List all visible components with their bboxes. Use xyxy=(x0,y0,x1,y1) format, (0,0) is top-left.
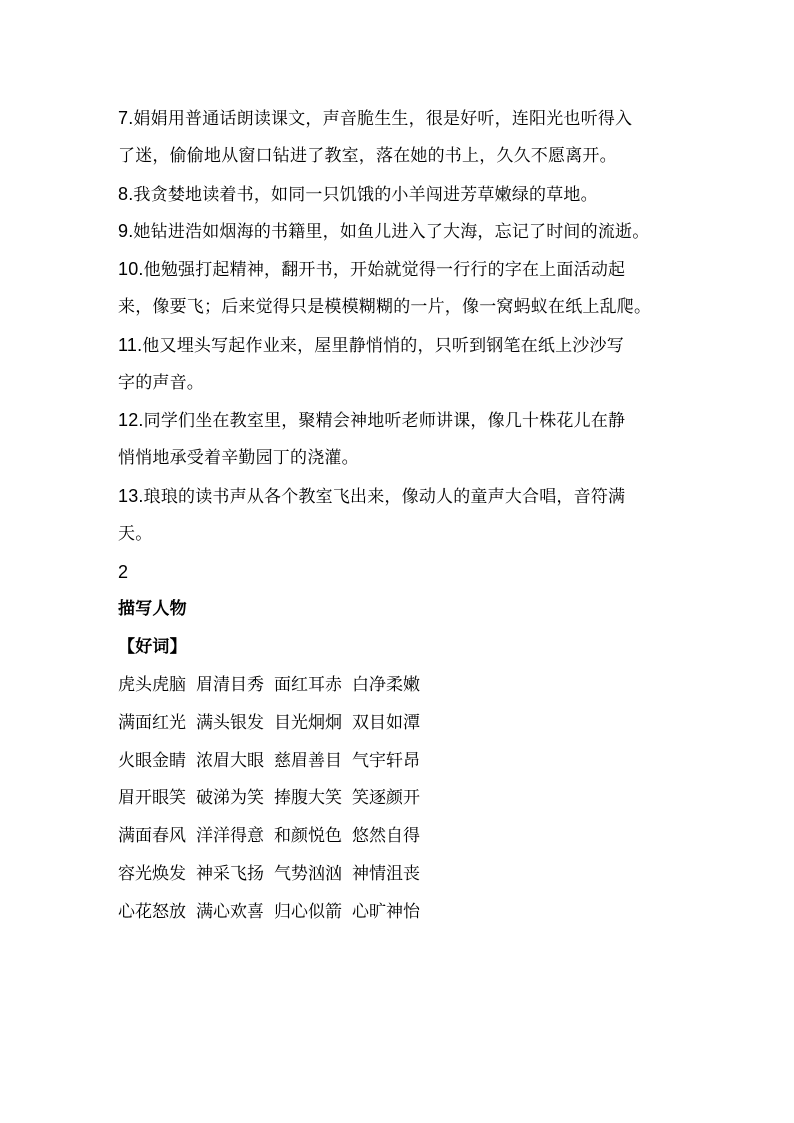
sentence-text: 了迷，偷偷地从窗口钻进了教室，落在她的书上，久久不愿离开。 xyxy=(118,145,617,166)
sentence-text: 天。 xyxy=(118,523,153,544)
sentence-text: 字的声音。 xyxy=(118,372,204,393)
good-words-list xyxy=(118,667,678,932)
sentence-number: 13. xyxy=(118,485,144,506)
sentence-number: 12. xyxy=(118,410,144,431)
good-word: 满心欢喜 xyxy=(196,901,264,922)
sentence-line xyxy=(118,327,678,365)
document-content xyxy=(118,100,678,932)
sentence-text: 琅琅的读书声从各个教室飞出来，像动人的童声大合唱，音符满 xyxy=(143,486,626,507)
subsection-title: 【好词】 xyxy=(118,637,187,658)
good-word: 归心似箭 xyxy=(274,901,342,922)
sentence-text: 同学们坐在教室里，聚精会神地听老师讲课，像几十株花儿在静 xyxy=(143,411,626,432)
good-word: 容光焕发 xyxy=(118,863,186,884)
good-word: 满面红光 xyxy=(118,712,186,733)
good-word: 浓眉大眼 xyxy=(196,750,264,771)
sentence-text: 悄悄地承受着辛勤园丁的浇灌。 xyxy=(118,448,359,469)
good-word: 气宇轩昂 xyxy=(352,750,420,771)
sentence-line xyxy=(118,251,678,289)
good-word: 神情沮丧 xyxy=(352,863,420,884)
good-word: 面红耳赤 xyxy=(274,674,342,695)
good-word: 眉开眼笑 xyxy=(118,788,186,809)
good-words-row xyxy=(118,705,678,743)
good-word: 目光炯炯 xyxy=(274,712,342,733)
sentence-text: 他又埋头写起作业来，屋里静悄悄的，只听到钢笔在纸上沙沙写 xyxy=(142,335,624,356)
section-number: 2 xyxy=(118,561,129,582)
good-word: 悠然自得 xyxy=(352,826,420,847)
good-word: 慈眉善目 xyxy=(274,750,342,771)
good-word: 笑逐颜开 xyxy=(352,788,420,809)
sentence-text: 娟娟用普通话朗读课文，声音脆生生，很是好听，连阳光也听得入 xyxy=(133,109,633,129)
good-word: 破涕为笑 xyxy=(196,788,264,809)
sentence-line xyxy=(118,516,678,554)
good-words-row xyxy=(118,856,678,894)
good-words-row xyxy=(118,894,678,932)
good-word: 和颜悦色 xyxy=(274,826,342,847)
sentence-text: 他勉强打起精神，翻开书，开始就觉得一行行的字在上面活动起 xyxy=(143,260,626,281)
sentence-line xyxy=(118,289,678,327)
good-words-row xyxy=(118,743,678,781)
good-word: 神采飞扬 xyxy=(196,863,264,884)
good-words-row xyxy=(118,667,678,705)
sentence-number: 9. xyxy=(118,221,134,242)
sentence-line xyxy=(118,402,678,440)
good-word: 虎头虎脑 xyxy=(118,674,186,695)
sentence-text: 她钻进浩如烟海的书籍里，如鱼儿进入了大海，忘记了时间的流逝。 xyxy=(133,222,650,243)
good-word: 火眼金睛 xyxy=(118,750,186,771)
good-word: 捧腹大笑 xyxy=(274,788,342,809)
good-word: 眉清目秀 xyxy=(196,674,264,695)
good-word: 满面春风 xyxy=(118,826,186,847)
good-word: 气势汹汹 xyxy=(274,863,342,884)
good-word: 心旷神怡 xyxy=(352,901,420,922)
good-word: 白净柔嫩 xyxy=(352,674,420,695)
sentence-text: 我贪婪地读着书，如同一只饥饿的小羊闯进芳草嫩绿的草地。 xyxy=(133,184,598,205)
good-word: 双目如潭 xyxy=(352,712,420,733)
sentence-line xyxy=(118,365,678,403)
good-word: 心花怒放 xyxy=(118,901,186,922)
sentence-text: 来，像要飞；后来觉得只是模模糊糊的一片，像一窝蚂蚁在纸上乱爬。 xyxy=(118,296,652,317)
good-words-row xyxy=(118,780,678,818)
good-word: 满头银发 xyxy=(196,712,264,733)
sentence-line xyxy=(118,440,678,478)
sentence-line xyxy=(118,176,678,214)
sentence-number: 8. xyxy=(118,183,134,204)
good-word: 洋洋得意 xyxy=(196,826,264,847)
good-words-row xyxy=(118,818,678,856)
sentence-line xyxy=(118,100,678,138)
sentence-line xyxy=(118,478,678,516)
sentence-number: 11. xyxy=(118,334,143,355)
sentence-line xyxy=(118,213,678,251)
example-sentences xyxy=(118,100,678,554)
sentence-line xyxy=(118,138,678,176)
sentence-number: 7. xyxy=(118,108,134,128)
sentence-number: 10. xyxy=(118,259,144,280)
section-title: 描写人物 xyxy=(118,599,187,620)
